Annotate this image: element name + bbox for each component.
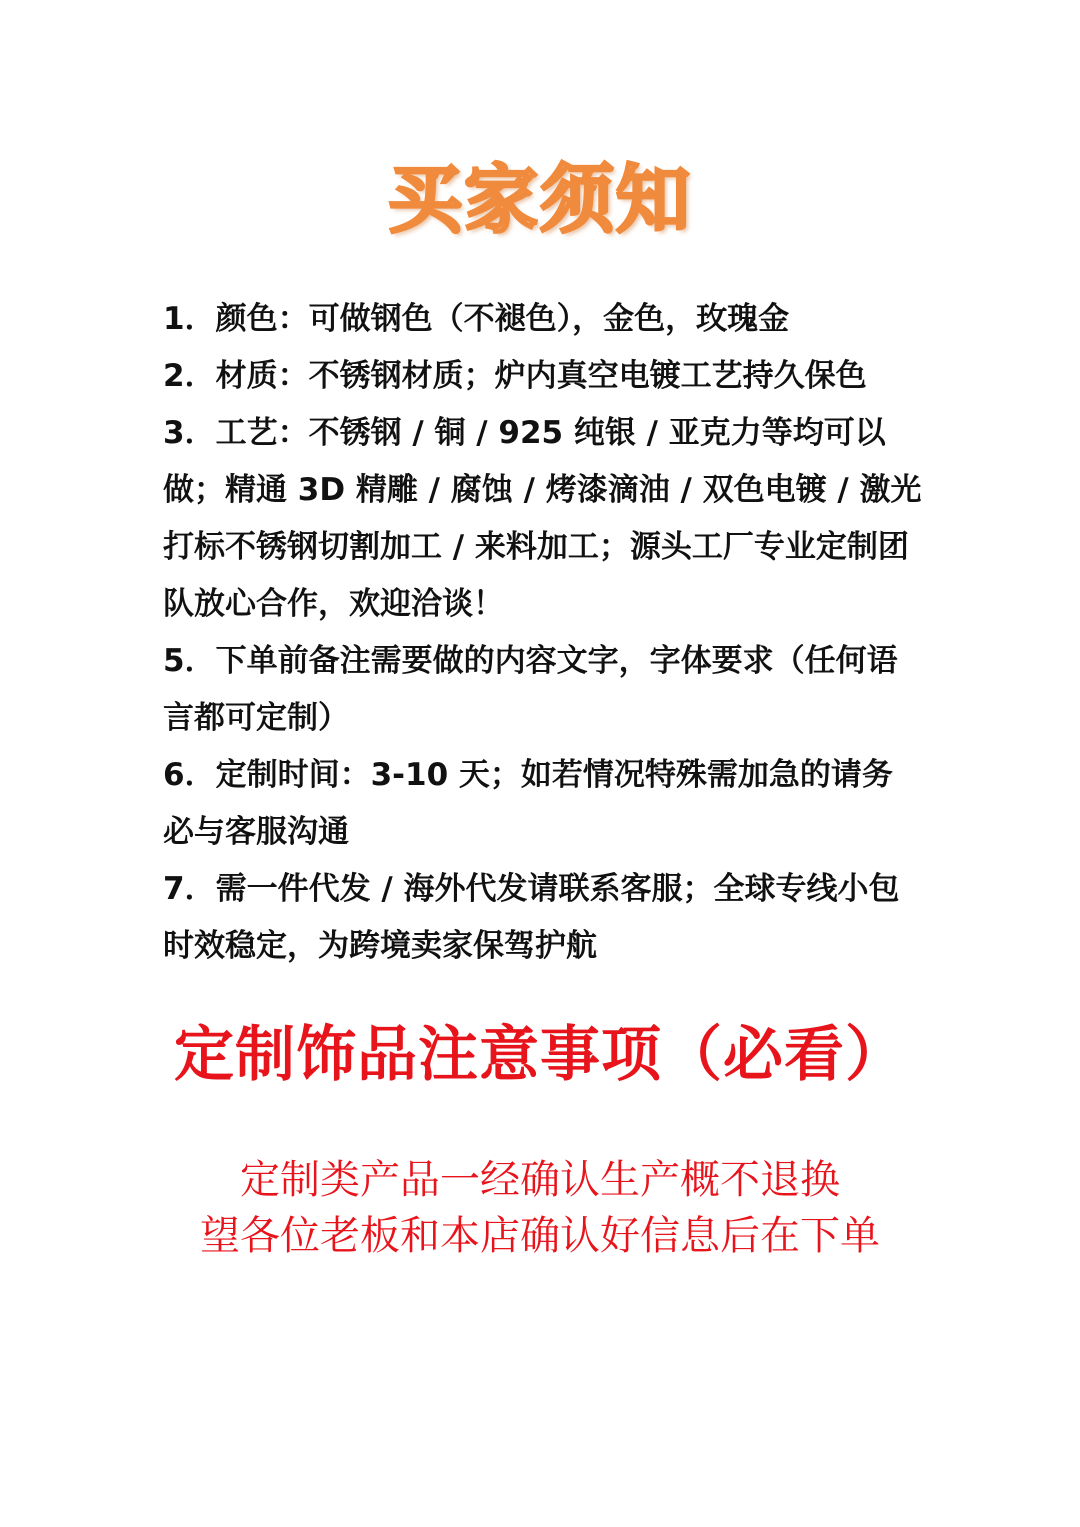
warning-line-confirm-before-order: 望各位老板和本店确认好信息后在下单 [200, 1213, 880, 1259]
page-title: 买家须知 [388, 157, 692, 243]
notice-item-order-notes: 5．下单前备注需要做的内容文字，字体要求（任何语言都可定制） [163, 643, 898, 736]
warning-line-no-returns: 定制类产品一经确认生产概不退换 [240, 1157, 840, 1203]
notice-item-material: 2．材质：不锈钢材质；炉内真空电镀工艺持久保色 [163, 358, 867, 394]
notice-list [163, 291, 923, 975]
section-heading: 定制饰品注意事项（必看） [174, 1020, 906, 1090]
notice-item-shipping: 7．需一件代发 / 海外代发请联系客服；全球专线小包时效稳定，为跨境卖家保驾护航 [163, 871, 900, 964]
warning-block [0, 1152, 1080, 1264]
notice-item-lead-time: 6．定制时间：3-10 天；如若情况特殊需加急的请务必与客服沟通 [163, 757, 893, 850]
notice-item-color: 1．颜色：可做钢色（不褪色），金色，玫瑰金 [163, 301, 790, 337]
notice-item-craft: 3．工艺：不锈钢 / 铜 / 925 纯银 / 亚克力等均可以做；精通 3D 精雕 / 腐蚀 / 烤漆滴油 / 双色电镀 / 激光打标不锈钢切割加工 / 来料加工；源头工厂专业定制团队放心合作，欢迎洽谈！ [163, 415, 922, 622]
